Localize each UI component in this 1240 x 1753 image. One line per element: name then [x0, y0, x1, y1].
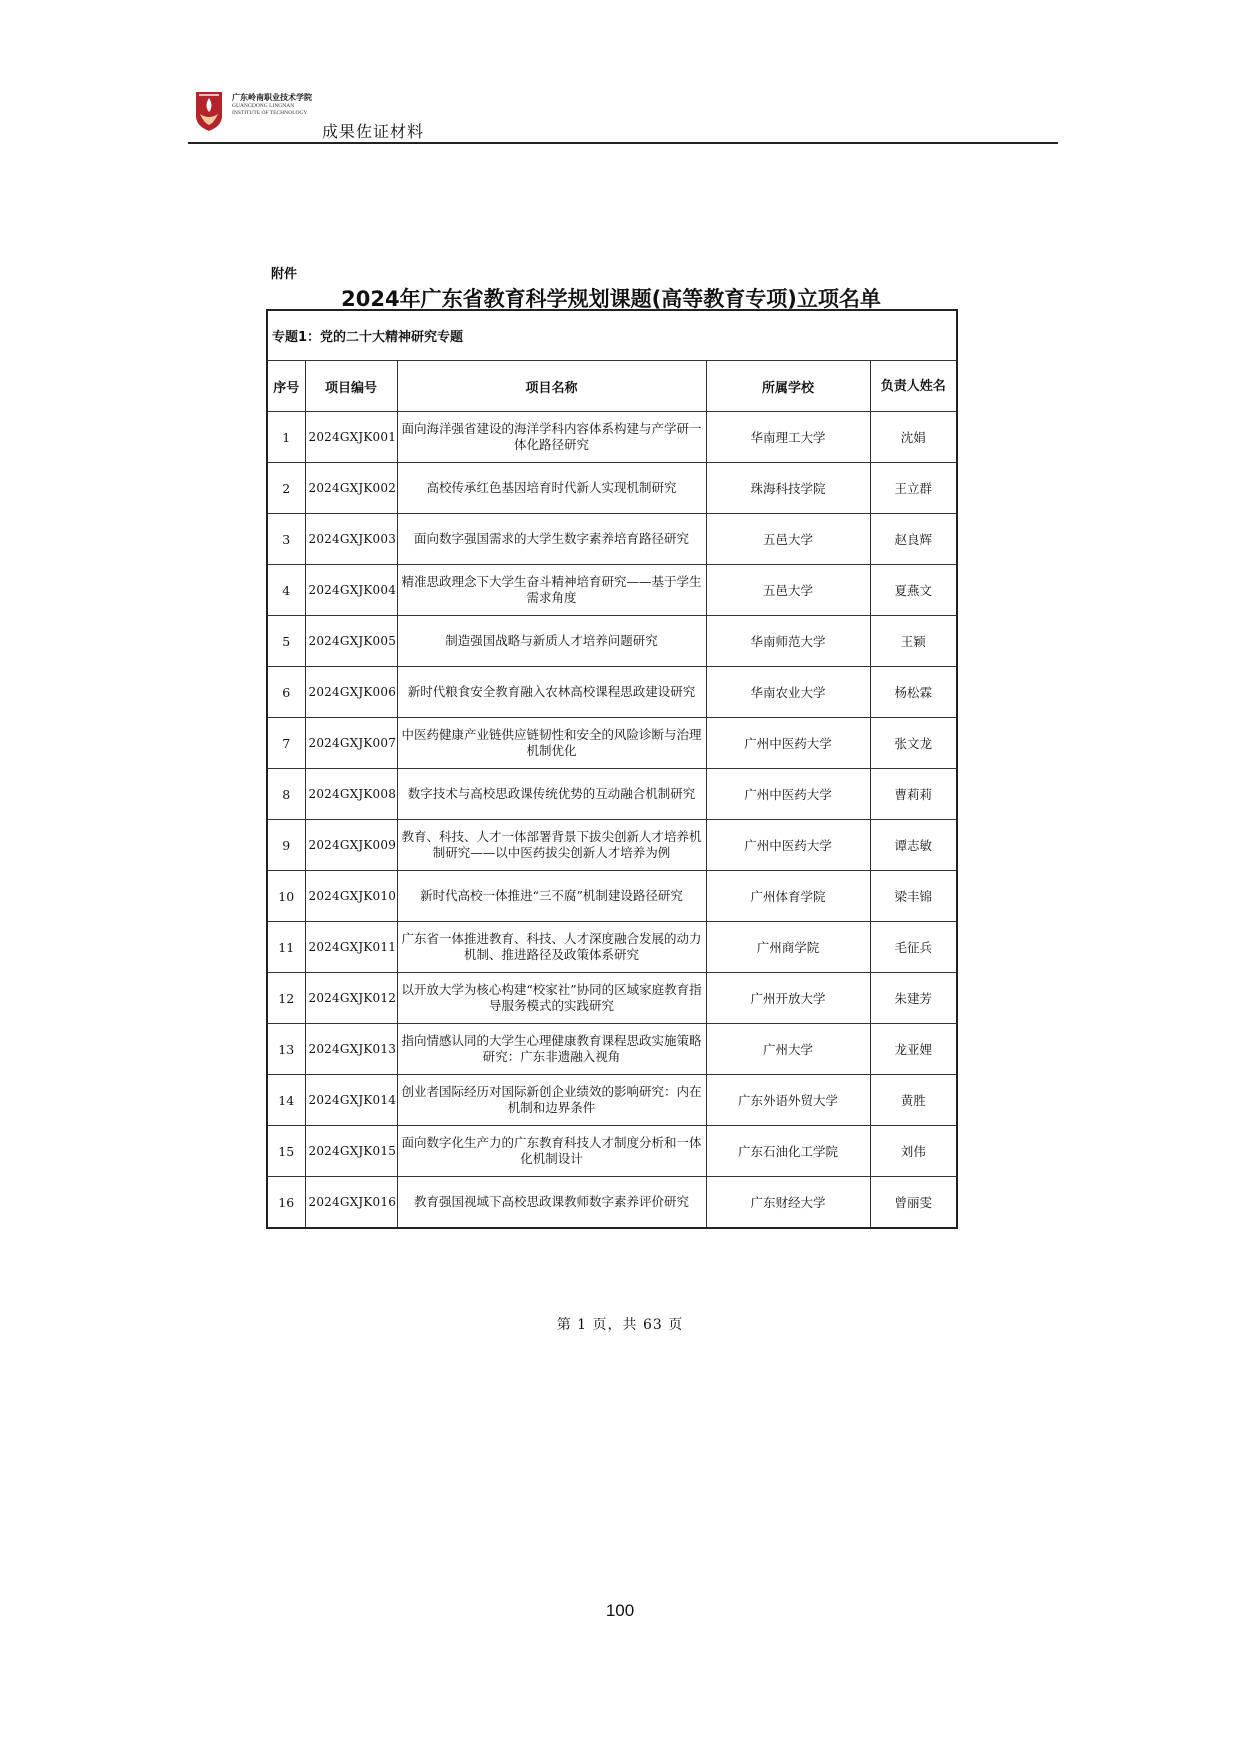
cell-leader: 张文龙 — [870, 718, 957, 769]
cell-school: 五邑大学 — [706, 514, 870, 565]
cell-leader: 曾丽雯 — [870, 1177, 957, 1229]
cell-project-name: 新时代高校一体推进“三不腐”机制建设路径研究 — [397, 871, 706, 922]
project-table — [266, 309, 958, 1229]
table-row — [267, 565, 957, 616]
cell-no: 8 — [267, 769, 305, 820]
cell-no: 2 — [267, 463, 305, 514]
school-logo-icon — [194, 90, 224, 132]
cell-project-name: 高校传承红色基因培育时代新人实现机制研究 — [397, 463, 706, 514]
cell-school: 广州体育学院 — [706, 871, 870, 922]
cell-no: 6 — [267, 667, 305, 718]
school-name-cn: 广东岭南职业技术学院 — [232, 93, 312, 102]
cell-no: 10 — [267, 871, 305, 922]
topic-heading: 专题1：党的二十大精神研究专题 — [267, 310, 957, 361]
school-name-en-line1: GUANGDONG LINGNAN — [232, 103, 295, 109]
page-of-footer: 第 1 页，共 63 页 — [556, 1317, 684, 1333]
cell-no: 4 — [267, 565, 305, 616]
cell-code: 2024GXJK009 — [305, 820, 397, 871]
cell-leader: 杨松霖 — [870, 667, 957, 718]
cell-school: 广东石油化工学院 — [706, 1126, 870, 1177]
cell-leader: 朱建芳 — [870, 973, 957, 1024]
cell-no: 1 — [267, 412, 305, 463]
cell-code: 2024GXJK004 — [305, 565, 397, 616]
cell-school: 广州商学院 — [706, 922, 870, 973]
cell-project-name: 精准思政理念下大学生奋斗精神培育研究——基于学生需求角度 — [397, 565, 706, 616]
cell-project-name: 创业者国际经历对国际新创企业绩效的影响研究：内在机制和边界条件 — [397, 1075, 706, 1126]
cell-code: 2024GXJK006 — [305, 667, 397, 718]
table-row — [267, 922, 957, 973]
table-row — [267, 871, 957, 922]
cell-project-name: 教育强国视域下高校思政课教师数字素养评价研究 — [397, 1177, 706, 1229]
cell-project-name: 面向数字强国需求的大学生数字素养培育路径研究 — [397, 514, 706, 565]
cell-project-name: 广东省一体推进教育、科技、人才深度融合发展的动力机制、推进路径及政策体系研究 — [397, 922, 706, 973]
cell-no: 13 — [267, 1024, 305, 1075]
cell-no: 12 — [267, 973, 305, 1024]
cell-no: 9 — [267, 820, 305, 871]
cell-school: 广州中医药大学 — [706, 820, 870, 871]
cell-leader: 曹莉莉 — [870, 769, 957, 820]
table-row — [267, 1126, 957, 1177]
cell-leader: 刘伟 — [870, 1126, 957, 1177]
cell-no: 15 — [267, 1126, 305, 1177]
cell-school: 华南理工大学 — [706, 412, 870, 463]
table-row — [267, 718, 957, 769]
table-row — [267, 616, 957, 667]
cell-project-name: 指向情感认同的大学生心理健康教育课程思政实施策略研究：广东非遗融入视角 — [397, 1024, 706, 1075]
cell-code: 2024GXJK011 — [305, 922, 397, 973]
cell-leader: 王立群 — [870, 463, 957, 514]
cell-school: 广州中医药大学 — [706, 769, 870, 820]
cell-project-name: 教育、科技、人才一体部署背景下拔尖创新人才培养机制研究——以中医药拔尖创新人才培养为例 — [397, 820, 706, 871]
cell-code: 2024GXJK001 — [305, 412, 397, 463]
cell-no: 7 — [267, 718, 305, 769]
cell-school: 广东财经大学 — [706, 1177, 870, 1229]
header-title: 成果佐证材料 — [322, 122, 425, 141]
cell-code: 2024GXJK010 — [305, 871, 397, 922]
table-row — [267, 514, 957, 565]
cell-leader: 毛征兵 — [870, 922, 957, 973]
table-row — [267, 463, 957, 514]
cell-project-name: 以开放大学为核心构建“校家社”协同的区域家庭教育指导服务模式的实践研究 — [397, 973, 706, 1024]
table-row — [267, 1075, 957, 1126]
cell-project-name: 制造强国战略与新质人才培养问题研究 — [397, 616, 706, 667]
cell-leader: 龙亚娌 — [870, 1024, 957, 1075]
cell-code: 2024GXJK016 — [305, 1177, 397, 1229]
table-row — [267, 973, 957, 1024]
cell-code: 2024GXJK013 — [305, 1024, 397, 1075]
table-row — [267, 769, 957, 820]
school-name-en — [232, 103, 307, 117]
cell-code: 2024GXJK014 — [305, 1075, 397, 1126]
cell-code: 2024GXJK012 — [305, 973, 397, 1024]
cell-project-name: 中医药健康产业链供应链韧性和安全的风险诊断与治理机制优化 — [397, 718, 706, 769]
cell-code: 2024GXJK015 — [305, 1126, 397, 1177]
cell-school: 华南师范大学 — [706, 616, 870, 667]
cell-leader: 黄胜 — [870, 1075, 957, 1126]
column-header-leader: 负责人姓名 — [870, 361, 957, 412]
cell-no: 16 — [267, 1177, 305, 1229]
cell-school: 华南农业大学 — [706, 667, 870, 718]
cell-project-name: 新时代粮食安全教育融入农林高校课程思政建设研究 — [397, 667, 706, 718]
cell-project-name: 面向海洋强省建设的海洋学科内容体系构建与产学研一体化路径研究 — [397, 412, 706, 463]
page-header — [188, 88, 1058, 144]
cell-no: 3 — [267, 514, 305, 565]
page-number: 100 — [605, 1601, 635, 1620]
table-row — [267, 1024, 957, 1075]
cell-leader: 夏燕文 — [870, 565, 957, 616]
cell-school: 珠海科技学院 — [706, 463, 870, 514]
cell-no: 5 — [267, 616, 305, 667]
cell-school: 广州大学 — [706, 1024, 870, 1075]
column-header-name: 项目名称 — [397, 361, 706, 412]
cell-leader: 赵良辉 — [870, 514, 957, 565]
cell-code: 2024GXJK003 — [305, 514, 397, 565]
column-header-code: 项目编号 — [305, 361, 397, 412]
topic-row — [267, 310, 957, 361]
table-header-row — [267, 361, 957, 412]
cell-school: 广州中医药大学 — [706, 718, 870, 769]
cell-school: 广东外语外贸大学 — [706, 1075, 870, 1126]
table-row — [267, 820, 957, 871]
header-divider — [188, 142, 1058, 144]
cell-project-name: 数字技术与高校思政课传统优势的互动融合机制研究 — [397, 769, 706, 820]
cell-school: 五邑大学 — [706, 565, 870, 616]
table-row — [267, 667, 957, 718]
cell-no: 14 — [267, 1075, 305, 1126]
column-header-no: 序号 — [267, 361, 305, 412]
cell-leader: 王颖 — [870, 616, 957, 667]
cell-project-name: 面向数字化生产力的广东教育科技人才制度分析和一体化机制设计 — [397, 1126, 706, 1177]
school-name-en-line2: INSTITUTE OF TECHNOLOGY — [232, 110, 308, 116]
cell-leader: 沈娟 — [870, 412, 957, 463]
cell-leader: 谭志敏 — [870, 820, 957, 871]
document-title: 2024年广东省教育科学规划课题(高等教育专项)立项名单 — [341, 287, 881, 311]
cell-no: 11 — [267, 922, 305, 973]
cell-leader: 梁丰锦 — [870, 871, 957, 922]
cell-code: 2024GXJK002 — [305, 463, 397, 514]
column-header-school: 所属学校 — [706, 361, 870, 412]
table-row — [267, 412, 957, 463]
cell-code: 2024GXJK008 — [305, 769, 397, 820]
cell-school: 广州开放大学 — [706, 973, 870, 1024]
cell-code: 2024GXJK005 — [305, 616, 397, 667]
attachment-label: 附件 — [271, 267, 298, 282]
table-row — [267, 1177, 957, 1229]
cell-code: 2024GXJK007 — [305, 718, 397, 769]
